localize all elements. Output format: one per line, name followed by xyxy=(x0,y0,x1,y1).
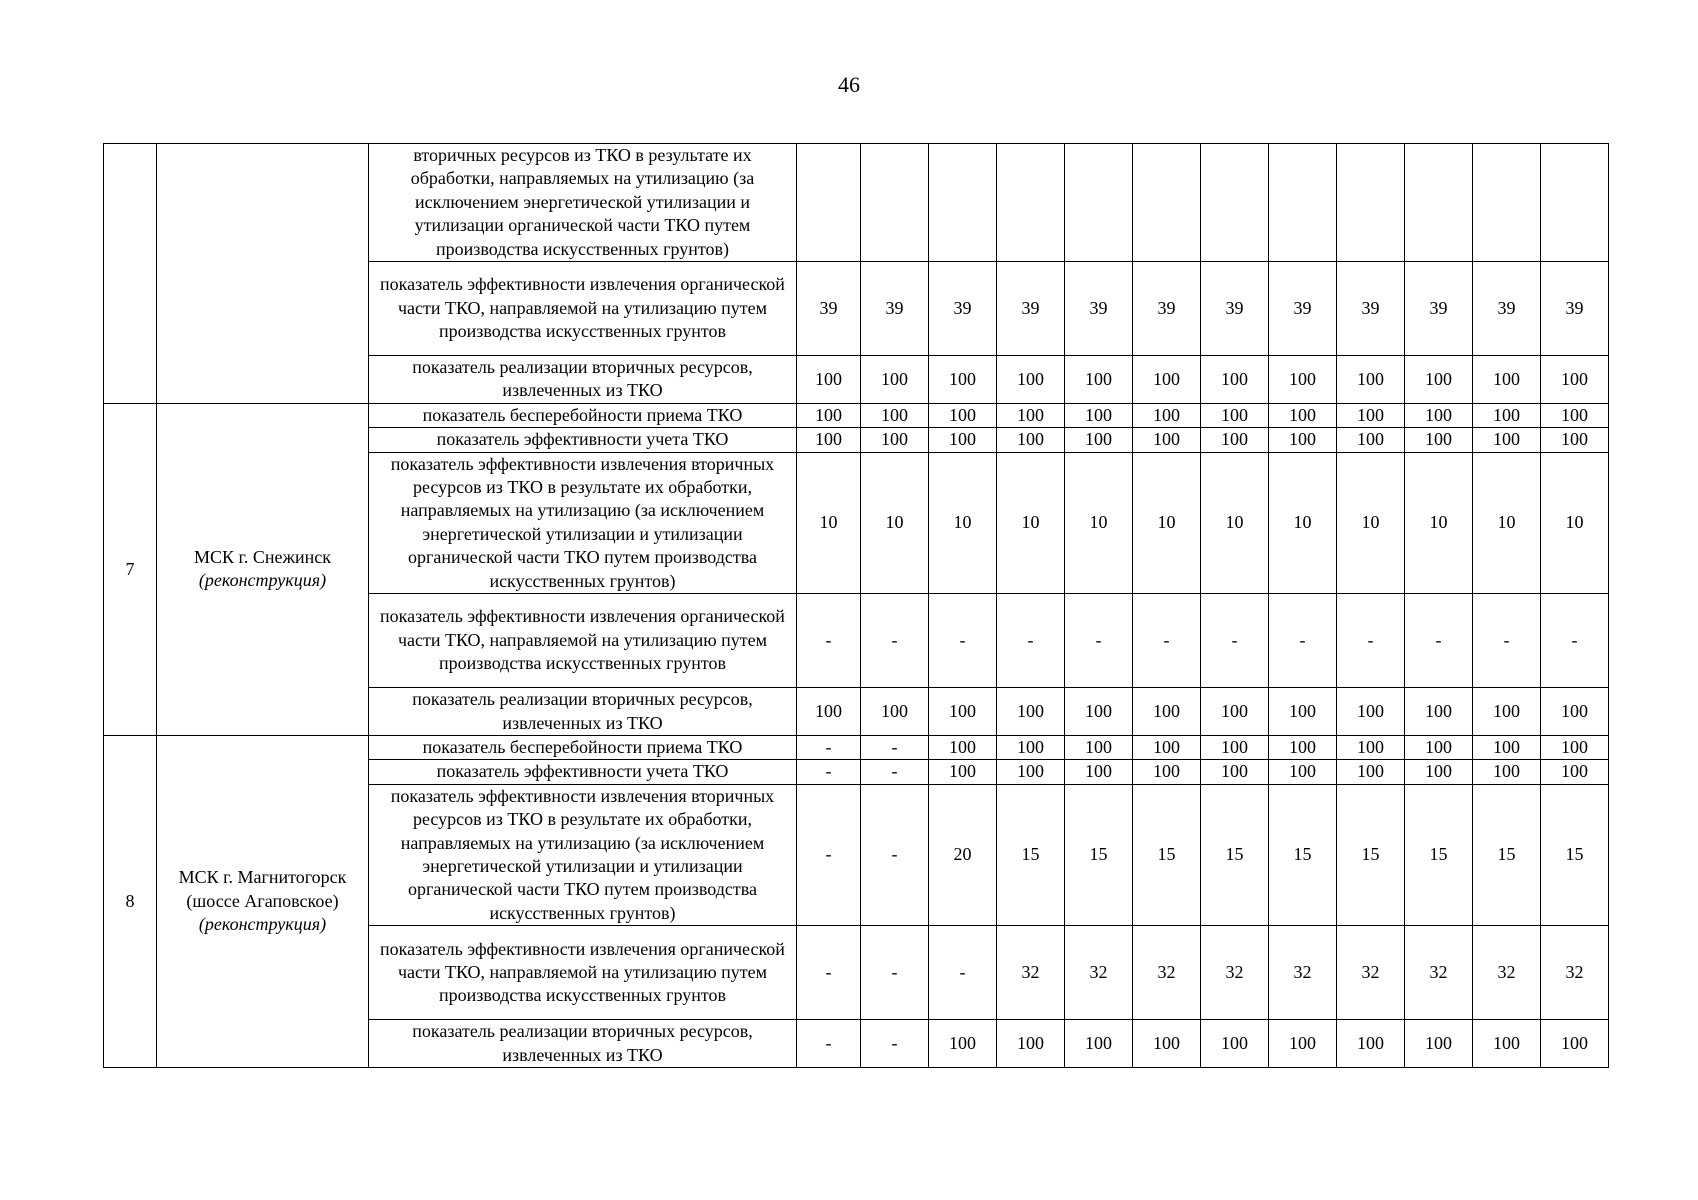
value-cell: 100 xyxy=(1269,688,1337,736)
value-cell: - xyxy=(797,784,861,925)
value-cell xyxy=(1201,144,1269,262)
value-cell: 100 xyxy=(997,1020,1065,1068)
value-cell: 100 xyxy=(1337,1020,1405,1068)
indicator-name: показатель бесперебойности приема ТКО xyxy=(369,403,797,427)
indicator-name: показатель эффективности извлечения вторичных ресурсов из ТКО в результате их обработки, направляемых на утилизацию (за исключением энергетической утилизации и утилизации органической части ТКО путем производства искусственных грунтов) xyxy=(369,452,797,593)
value-cell xyxy=(861,144,929,262)
value-cell: 100 xyxy=(1337,428,1405,452)
value-cell: 39 xyxy=(1133,262,1201,356)
value-cell: 39 xyxy=(1473,262,1541,356)
indicator-name: показатель реализации вторичных ресурсов, извлеченных из ТКО xyxy=(369,1020,797,1068)
value-cell: 100 xyxy=(861,688,929,736)
object-name: МСК г. Магнитогорск (шоссе Агаповское) xyxy=(178,867,347,911)
value-cell: 100 xyxy=(861,403,929,427)
value-cell: - xyxy=(1269,594,1337,688)
value-cell: 100 xyxy=(1201,428,1269,452)
value-cell: 100 xyxy=(1269,735,1337,759)
value-cell: - xyxy=(861,784,929,925)
value-cell: - xyxy=(1133,594,1201,688)
value-cell: 100 xyxy=(1405,403,1473,427)
value-cell: - xyxy=(1405,594,1473,688)
indicator-name: показатель эффективности учета ТКО xyxy=(369,760,797,784)
value-cell: 15 xyxy=(1133,784,1201,925)
value-cell: 10 xyxy=(1065,452,1133,593)
value-cell xyxy=(1405,144,1473,262)
indicator-name: показатель эффективности извлечения органической части ТКО, направляемой на утилизацию путем производства искусственных грунтов xyxy=(369,926,797,1020)
value-cell xyxy=(1337,144,1405,262)
indicator-name: показатель эффективности учета ТКО xyxy=(369,428,797,452)
value-cell: - xyxy=(797,594,861,688)
value-cell: 100 xyxy=(1405,428,1473,452)
value-cell: 100 xyxy=(1473,760,1541,784)
value-cell: 100 xyxy=(1541,735,1609,759)
value-cell: 100 xyxy=(1065,356,1133,404)
value-cell: 100 xyxy=(1473,1020,1541,1068)
value-cell: 15 xyxy=(1405,784,1473,925)
value-cell: 100 xyxy=(861,428,929,452)
value-cell: 10 xyxy=(997,452,1065,593)
value-cell: 100 xyxy=(1133,356,1201,404)
value-cell: 39 xyxy=(1541,262,1609,356)
value-cell: - xyxy=(861,1020,929,1068)
value-cell: 10 xyxy=(1201,452,1269,593)
value-cell: - xyxy=(797,1020,861,1068)
value-cell: - xyxy=(797,735,861,759)
value-cell: 100 xyxy=(1473,403,1541,427)
value-cell: 100 xyxy=(861,356,929,404)
value-cell: 100 xyxy=(1405,1020,1473,1068)
value-cell: 100 xyxy=(1133,735,1201,759)
value-cell: 100 xyxy=(1473,735,1541,759)
object-cell xyxy=(157,403,369,735)
value-cell: 100 xyxy=(1405,688,1473,736)
value-cell: 32 xyxy=(1405,926,1473,1020)
value-cell: - xyxy=(861,735,929,759)
value-cell: 100 xyxy=(1541,403,1609,427)
value-cell: 39 xyxy=(1201,262,1269,356)
value-cell: 39 xyxy=(1405,262,1473,356)
value-cell: 10 xyxy=(1337,452,1405,593)
value-cell: 32 xyxy=(1541,926,1609,1020)
value-cell: 100 xyxy=(1541,428,1609,452)
page-number: 46 xyxy=(838,72,860,97)
object-cell xyxy=(157,144,369,404)
value-cell: 100 xyxy=(1065,735,1133,759)
object-note: (реконструкция) xyxy=(198,914,327,935)
value-cell: 100 xyxy=(1065,1020,1133,1068)
value-cell: 100 xyxy=(1541,760,1609,784)
value-cell: 100 xyxy=(1337,403,1405,427)
value-cell: 100 xyxy=(929,760,997,784)
value-cell: - xyxy=(1337,594,1405,688)
value-cell: 15 xyxy=(997,784,1065,925)
value-cell: - xyxy=(861,760,929,784)
value-cell xyxy=(797,144,861,262)
value-cell: 10 xyxy=(1269,452,1337,593)
value-cell: 15 xyxy=(1201,784,1269,925)
value-cell: 32 xyxy=(997,926,1065,1020)
value-cell: 100 xyxy=(797,356,861,404)
value-cell: 100 xyxy=(1065,403,1133,427)
value-cell: 100 xyxy=(797,688,861,736)
value-cell: 39 xyxy=(797,262,861,356)
value-cell: - xyxy=(861,926,929,1020)
indicator-name: показатель эффективности извлечения органической части ТКО, направляемой на утилизацию путем производства искусственных грунтов xyxy=(369,262,797,356)
value-cell: 100 xyxy=(929,403,997,427)
value-cell: 100 xyxy=(929,735,997,759)
value-cell: 10 xyxy=(1133,452,1201,593)
value-cell xyxy=(929,144,997,262)
value-cell: 100 xyxy=(1541,1020,1609,1068)
value-cell: 32 xyxy=(1473,926,1541,1020)
value-cell: 100 xyxy=(1269,356,1337,404)
value-cell: 100 xyxy=(1201,760,1269,784)
value-cell: 32 xyxy=(1065,926,1133,1020)
value-cell: 100 xyxy=(797,428,861,452)
value-cell: 100 xyxy=(1337,735,1405,759)
indicator-name: показатель реализации вторичных ресурсов, извлеченных из ТКО xyxy=(369,356,797,404)
value-cell: 32 xyxy=(1269,926,1337,1020)
value-cell: - xyxy=(1473,594,1541,688)
value-cell: 32 xyxy=(1133,926,1201,1020)
value-cell: 10 xyxy=(1405,452,1473,593)
value-cell: 100 xyxy=(1473,356,1541,404)
value-cell: 10 xyxy=(929,452,997,593)
value-cell: 39 xyxy=(1337,262,1405,356)
value-cell: - xyxy=(1201,594,1269,688)
value-cell: - xyxy=(929,594,997,688)
value-cell xyxy=(1065,144,1133,262)
value-cell: 100 xyxy=(997,403,1065,427)
value-cell xyxy=(1473,144,1541,262)
value-cell: 100 xyxy=(997,760,1065,784)
value-cell: 100 xyxy=(1065,760,1133,784)
value-cell: 100 xyxy=(1269,428,1337,452)
value-cell: 100 xyxy=(1133,428,1201,452)
value-cell: 32 xyxy=(1201,926,1269,1020)
value-cell: 100 xyxy=(1337,688,1405,736)
value-cell: - xyxy=(929,926,997,1020)
indicator-name: показатель бесперебойности приема ТКО xyxy=(369,735,797,759)
indicators-table xyxy=(103,143,1609,1068)
value-cell: 100 xyxy=(1337,356,1405,404)
value-cell: - xyxy=(861,594,929,688)
value-cell: 100 xyxy=(1473,688,1541,736)
value-cell: 100 xyxy=(1201,403,1269,427)
indicator-name: показатель эффективности извлечения вторичных ресурсов из ТКО в результате их обработки, направляемых на утилизацию (за исключением энергетической утилизации и утилизации органической части ТКО путем производства искусственных грунтов) xyxy=(369,784,797,925)
value-cell: 15 xyxy=(1337,784,1405,925)
value-cell: 100 xyxy=(1133,1020,1201,1068)
indicator-name: показатель реализации вторичных ресурсов, извлеченных из ТКО xyxy=(369,688,797,736)
value-cell: 100 xyxy=(1405,356,1473,404)
value-cell: 20 xyxy=(929,784,997,925)
value-cell: 100 xyxy=(1269,403,1337,427)
value-cell: 100 xyxy=(1269,760,1337,784)
value-cell: 39 xyxy=(929,262,997,356)
value-cell: 39 xyxy=(1065,262,1133,356)
value-cell: 10 xyxy=(1473,452,1541,593)
indicator-name: вторичных ресурсов из ТКО в результате их обработки, направляемых на утилизацию (за исключением энергетической утилизации и утилизации органической части ТКО путем производства искусственных грунтов) xyxy=(369,144,797,262)
value-cell: 100 xyxy=(1133,688,1201,736)
value-cell: - xyxy=(1065,594,1133,688)
value-cell: 10 xyxy=(797,452,861,593)
value-cell: 32 xyxy=(1337,926,1405,1020)
value-cell: 100 xyxy=(1201,356,1269,404)
value-cell: 100 xyxy=(1337,760,1405,784)
value-cell: 100 xyxy=(929,356,997,404)
value-cell: 100 xyxy=(1405,760,1473,784)
value-cell: 10 xyxy=(861,452,929,593)
group-index: 7 xyxy=(104,403,157,735)
value-cell xyxy=(1269,144,1337,262)
group-index: 8 xyxy=(104,735,157,1067)
value-cell: 100 xyxy=(1541,356,1609,404)
value-cell: 100 xyxy=(997,356,1065,404)
value-cell: 100 xyxy=(997,735,1065,759)
value-cell: 15 xyxy=(1269,784,1337,925)
value-cell: - xyxy=(997,594,1065,688)
value-cell: 100 xyxy=(1065,428,1133,452)
object-cell xyxy=(157,735,369,1067)
value-cell: 100 xyxy=(997,428,1065,452)
value-cell: - xyxy=(1541,594,1609,688)
table-row xyxy=(104,735,1609,759)
table-row xyxy=(104,403,1609,427)
value-cell xyxy=(1133,144,1201,262)
value-cell: 100 xyxy=(1133,760,1201,784)
value-cell: 100 xyxy=(1201,1020,1269,1068)
indicator-name: показатель эффективности извлечения органической части ТКО, направляемой на утилизацию путем производства искусственных грунтов xyxy=(369,594,797,688)
value-cell: 100 xyxy=(929,1020,997,1068)
value-cell: - xyxy=(797,926,861,1020)
value-cell: 100 xyxy=(929,428,997,452)
value-cell: 100 xyxy=(929,688,997,736)
value-cell: 100 xyxy=(997,688,1065,736)
value-cell: 39 xyxy=(1269,262,1337,356)
object-name: МСК г. Снежинск xyxy=(194,546,331,567)
value-cell: 100 xyxy=(1065,688,1133,736)
value-cell: 100 xyxy=(797,403,861,427)
value-cell: 39 xyxy=(861,262,929,356)
value-cell: 100 xyxy=(1133,403,1201,427)
value-cell: - xyxy=(797,760,861,784)
value-cell xyxy=(1541,144,1609,262)
value-cell: 100 xyxy=(1201,688,1269,736)
value-cell: 10 xyxy=(1541,452,1609,593)
value-cell: 15 xyxy=(1065,784,1133,925)
value-cell: 15 xyxy=(1473,784,1541,925)
value-cell: 15 xyxy=(1541,784,1609,925)
object-note: (реконструкция) xyxy=(198,570,327,591)
value-cell: 39 xyxy=(997,262,1065,356)
value-cell: 100 xyxy=(1269,1020,1337,1068)
value-cell: 100 xyxy=(1541,688,1609,736)
group-index xyxy=(104,144,157,404)
value-cell: 100 xyxy=(1405,735,1473,759)
table-row xyxy=(104,144,1609,262)
value-cell xyxy=(997,144,1065,262)
value-cell: 100 xyxy=(1201,735,1269,759)
value-cell: 100 xyxy=(1473,428,1541,452)
